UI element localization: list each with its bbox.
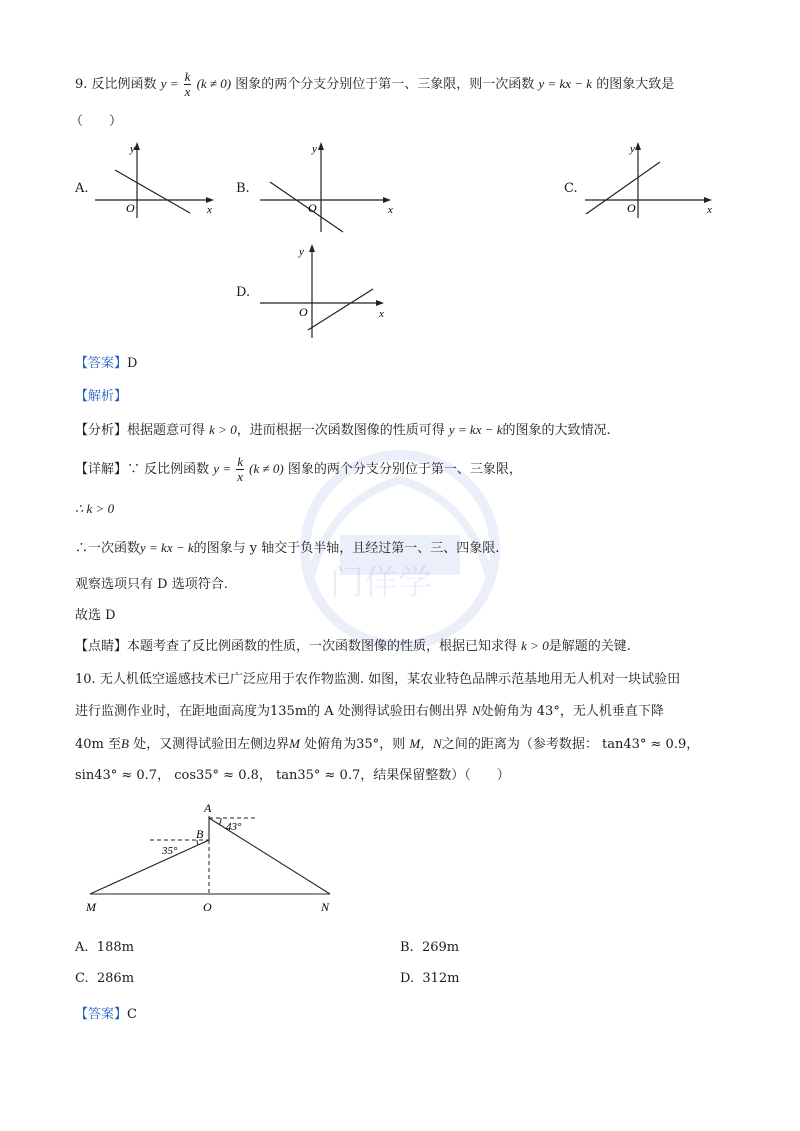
q9-dianjing: 【点睛】本题考查了反比例函数的性质，一次函数图像的性质，根据已知求得 k > 0是解题的关键. — [75, 638, 631, 654]
q9-option-b-label[interactable]: B. — [236, 181, 250, 196]
point-b: B — [196, 827, 204, 841]
q10-option-c[interactable]: C. 286m — [75, 971, 135, 986]
q10-line-4: sin43° ≈ 0.7， cos35° ≈ 0.8， tan35° ≈ 0.7，结果保留整数）（ ） — [75, 768, 510, 783]
svg-text:x: x — [707, 204, 712, 216]
svg-text:x: x — [388, 204, 393, 216]
q9-option-a-graph[interactable] — [90, 140, 220, 220]
svg-text:x: x — [207, 204, 212, 216]
q9-analysis-tag: 【解析】 — [75, 389, 128, 404]
svg-text:y: y — [312, 143, 317, 155]
q10-option-b[interactable]: B. 269m — [400, 940, 460, 955]
watermark-text: 门佯学 — [330, 563, 432, 603]
q9-option-c-graph[interactable] — [580, 140, 720, 220]
svg-text:x: x — [379, 308, 384, 320]
svg-text:y: y — [630, 143, 635, 155]
point-m: M — [86, 900, 96, 914]
q10-line-3: 40m 至B 处，又测得试验田左侧边界M 处俯角为35°，则 M，N之间的距离为（参考数据： tan43° ≈ 0.9， — [75, 736, 700, 752]
q10-option-d[interactable]: D. 312m — [400, 971, 460, 986]
svg-text:O: O — [126, 201, 135, 215]
svg-text:y: y — [299, 246, 304, 258]
q9-xiangjie-4: 观察选项只有 D 选项符合. — [75, 577, 228, 592]
q10-answer: 【答案】C — [75, 1007, 137, 1022]
q10-option-a[interactable]: A. 188m — [75, 940, 134, 955]
point-a: A — [204, 801, 212, 815]
point-n: N — [321, 900, 330, 914]
q9-fraction: $\frac{k}{x}$ — [184, 69, 191, 99]
q9-option-c-label[interactable]: C. — [564, 181, 578, 196]
q10-line-1: 10. 无人机低空遥感技术已广泛应用于农作物监测. 如图，某农业特色品牌示范基地用无人机对一块试验田 — [75, 672, 681, 687]
q9-option-d-graph[interactable] — [255, 240, 395, 340]
q9-xiangjie-3: ∴一次函数y = kx − k的图象与 y 轴交于负半轴，且经过第一、三、四象限. — [75, 540, 500, 556]
q9-xiangjie-2: ∴ k > 0 — [75, 501, 115, 516]
q9-fenxi: 【分析】根据题意可得 k > 0，进而根据一次函数图像的性质可得 y = kx − k的图象的大致情况. — [75, 422, 611, 438]
q9-option-d-label[interactable]: D. — [236, 285, 251, 300]
q9-paren: （ ） — [70, 114, 123, 129]
point-o: O — [203, 900, 212, 914]
svg-text:y: y — [130, 143, 135, 155]
q9-xiangjie-5: 故选 D — [75, 608, 116, 623]
q10-figure — [80, 798, 350, 920]
q9-stem: 9. 反比例函数 y = $\frac{k}{x}$ (k ≠ 0) 图象的两个分支分别位于第一、三象限，则一次函数 y = kx − k 的图象大致是 — [75, 69, 675, 99]
svg-text:O: O — [308, 201, 317, 215]
q9-answer: 【答案】D — [75, 356, 138, 371]
angle-35: 35° — [162, 845, 178, 857]
q10-line-2: 进行监测作业时，在距地面高度为135m的 A 处测得试验田右侧出界 N处俯角为 43°，无人机垂直下降 — [75, 703, 664, 719]
q9-option-b-graph[interactable] — [255, 140, 400, 235]
q9-xiangjie-1: 【详解】∵ 反比例函数 y = $\frac{k}{x}$ (k ≠ 0) 图象的两个分支分别位于第一、三象限， — [75, 454, 522, 484]
svg-text:O: O — [299, 305, 308, 319]
q9-option-a-label[interactable]: A. — [75, 181, 89, 196]
angle-43: 43° — [226, 821, 242, 833]
svg-text:O: O — [627, 201, 636, 215]
